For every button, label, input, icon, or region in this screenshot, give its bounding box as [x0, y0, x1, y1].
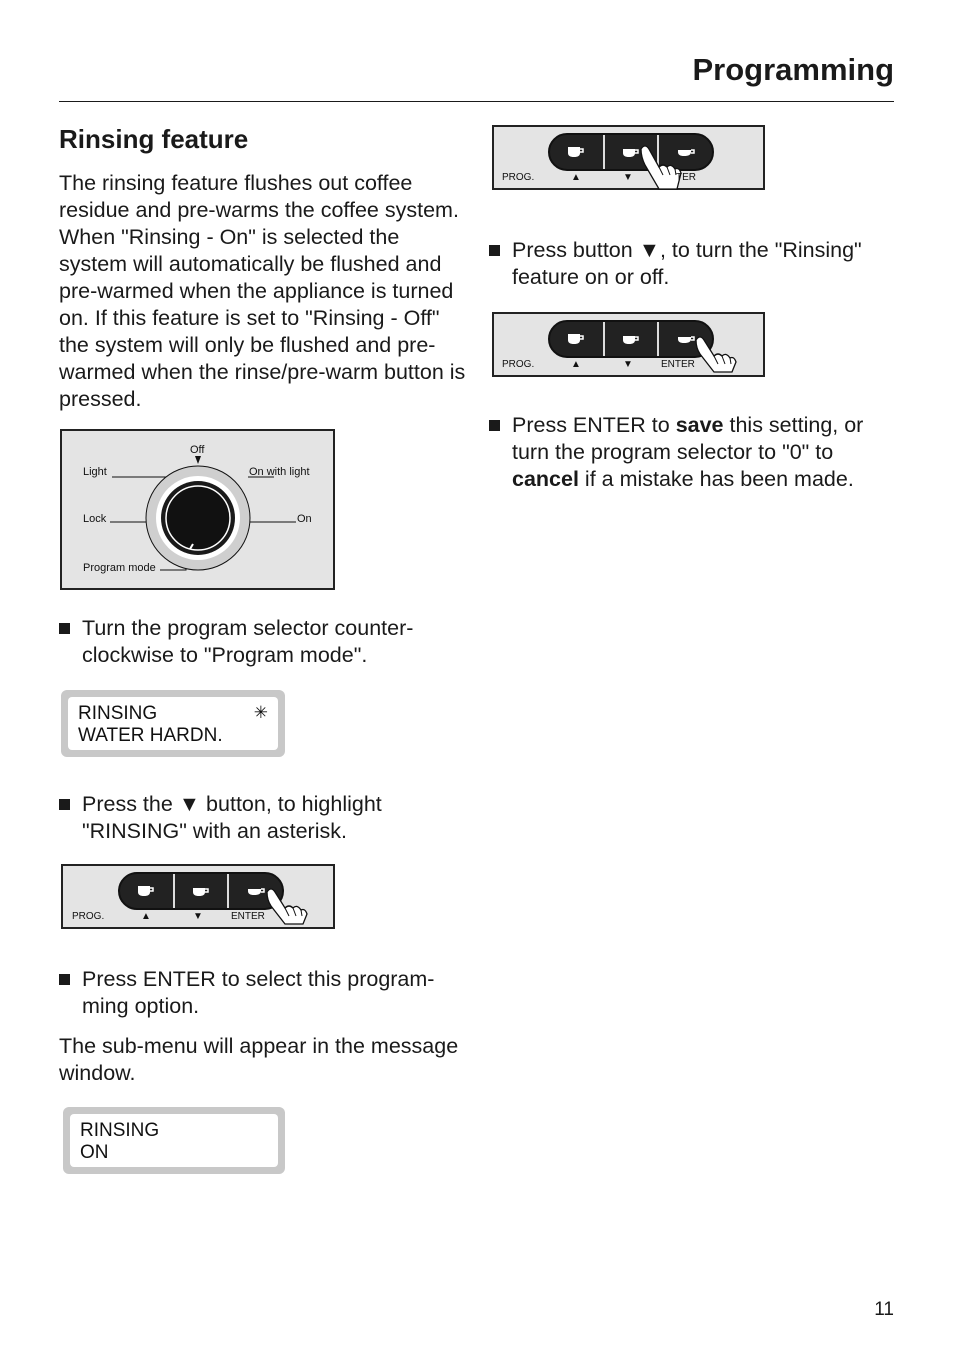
submenu-note: The sub-menu will appear in the message window. — [59, 1034, 459, 1085]
dial-label-on: On — [297, 513, 312, 525]
dial-label-lock: Lock — [83, 513, 107, 525]
intro-paragraph: The rinsing feature flushes out coffee residue and pre-warms the coffee system. When "Rinsing - On" is selected the system will automatically be flushed and pre-warmed when the appliance is turned on. If this feature is set to "Rinsing - Off" the system will only be flushed and pre-warmed when the rinse/pre-warm button is pressed. — [59, 171, 466, 411]
bullet-square — [489, 420, 500, 431]
step-text: Press ENTER to select this program-ming option. — [82, 967, 435, 1018]
cup-button-icon[interactable] — [120, 874, 175, 908]
display-line-on: ON — [80, 1142, 109, 1163]
message-window-screen — [68, 697, 278, 750]
step-press-down — [59, 791, 459, 845]
control-panel-enter — [61, 864, 335, 929]
down-arrow-icon: ▼ — [178, 792, 201, 816]
cancel-keyword: cancel — [512, 467, 579, 491]
header-divider — [59, 101, 894, 102]
bullet-square — [59, 623, 70, 634]
step-text-part: Press ENTER to — [512, 413, 676, 437]
down-arrow-icon: ▼ — [638, 238, 660, 262]
up-arrow-icon: ▲ — [571, 172, 581, 183]
dial-label-light: Light — [83, 466, 107, 478]
button-strip — [548, 320, 714, 358]
pressing-hand-icon — [637, 141, 687, 191]
down-arrow-icon: ▼ — [193, 911, 203, 922]
display-line-water-hardness: WATER HARDN. — [78, 725, 223, 746]
pressing-hand-icon — [692, 330, 742, 374]
dial-label-program-mode: Program mode — [83, 562, 156, 574]
dial-label-off: Off — [190, 444, 205, 456]
save-keyword: save — [675, 413, 724, 437]
step-text-part: , to turn the "Rinsing" feature on or off. — [512, 238, 862, 289]
step-text-part: Press button — [512, 238, 639, 262]
prog-label: PROG. — [502, 359, 535, 370]
up-arrow-icon: ▲ — [141, 911, 151, 922]
enter-label-partial: TER — [676, 172, 696, 183]
prog-label: PROG. — [72, 911, 105, 922]
step-text-part: if a mistake has been made. — [578, 467, 854, 491]
display-line-rinsing: RINSING — [78, 703, 158, 724]
down-arrow-icon: ▼ — [623, 359, 633, 370]
asterisk-marker-icon: ✳ — [253, 703, 268, 722]
enter-label: ENTER — [661, 359, 695, 370]
button-strip — [118, 872, 284, 910]
step-save-or-cancel — [489, 412, 889, 493]
cup-button-icon[interactable] — [550, 135, 605, 169]
cup-button-icon[interactable] — [175, 874, 230, 908]
step-turn-selector — [59, 615, 459, 669]
cup-button-icon[interactable] — [550, 322, 605, 356]
dial-label-on-with-light: On with light — [249, 466, 310, 478]
page-header-title: Programming — [692, 52, 894, 87]
bullet-square — [59, 799, 70, 810]
prog-label: PROG. — [502, 172, 535, 183]
control-panel-down — [492, 125, 765, 190]
section-title: Rinsing feature — [59, 124, 249, 154]
step-text-part: Press the — [82, 792, 179, 816]
step-text-part: this setting, or turn the program selector to "0" to — [512, 413, 864, 464]
down-arrow-icon: ▼ — [623, 172, 633, 183]
message-window-rinsing-on — [63, 1107, 285, 1174]
control-panel-enter — [492, 312, 765, 377]
bullet-square — [489, 245, 500, 256]
program-selector-diagram — [60, 429, 335, 590]
page-number: 11 — [874, 1299, 894, 1320]
step-text-part: button, to highlight "RINSING" with an asterisk. — [82, 792, 382, 843]
up-arrow-icon: ▲ — [571, 359, 581, 370]
message-window-screen — [70, 1114, 278, 1167]
step-text: Turn the program selector counter-clockwise to "Program mode". — [82, 616, 414, 667]
cup-button-icon[interactable] — [605, 322, 660, 356]
step-toggle-rinsing — [489, 237, 889, 291]
step-press-enter — [59, 966, 459, 1020]
message-window-rinsing-hardness — [61, 690, 285, 757]
enter-label: ENTER — [231, 911, 265, 922]
bullet-square — [59, 974, 70, 985]
display-line-rinsing: RINSING — [80, 1120, 160, 1141]
pressing-hand-icon — [263, 882, 313, 926]
button-strip — [548, 133, 714, 171]
